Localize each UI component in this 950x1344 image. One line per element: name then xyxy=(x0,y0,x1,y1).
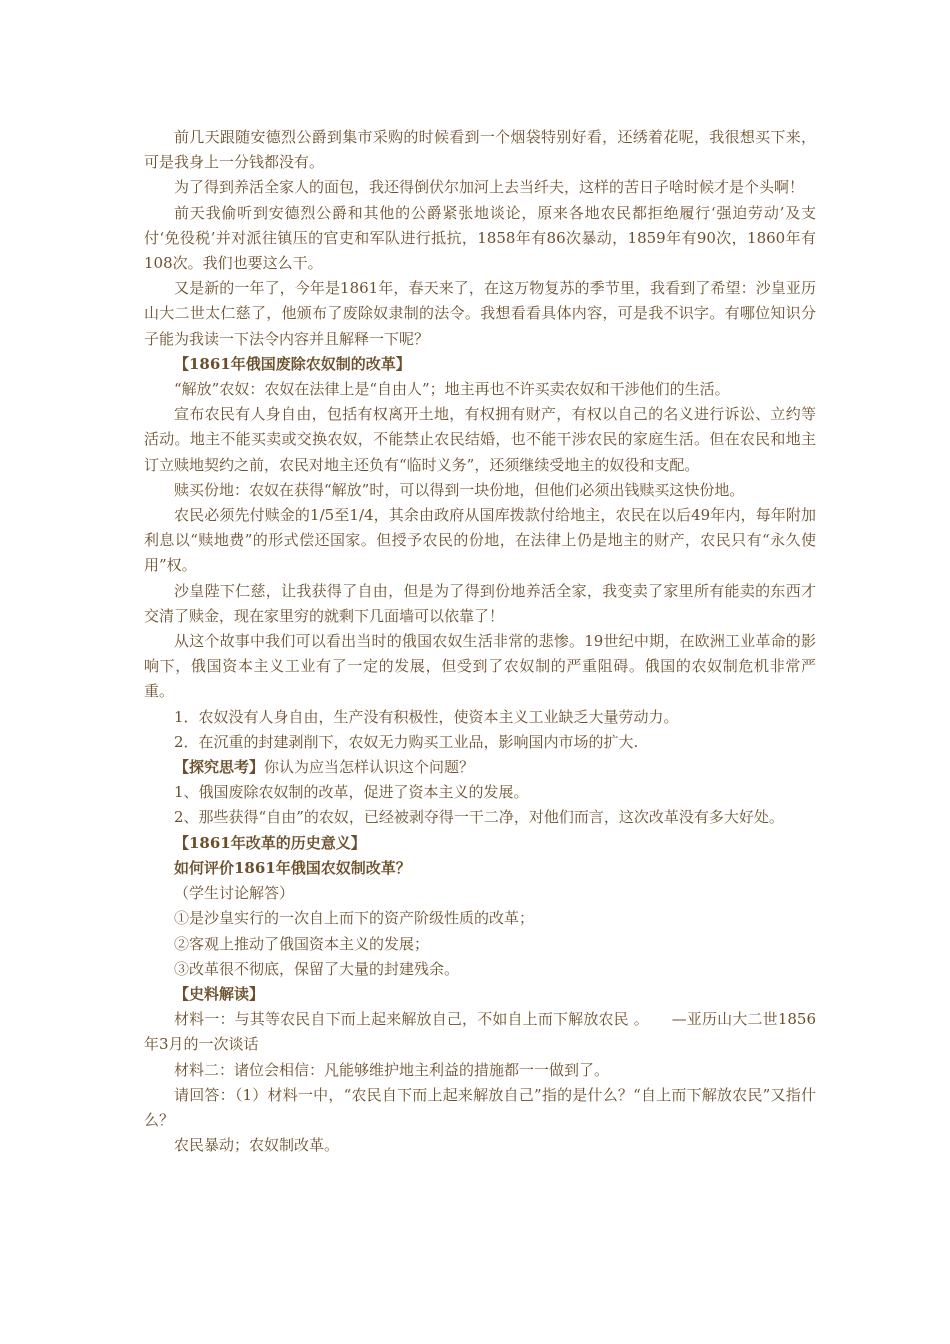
inquiry-label: 【探究思考】 xyxy=(174,758,265,777)
paragraph-redemption-payment: 农民必须先付赎金的1/5至1/4，其余由政府从国库拨款付给地主，农民在以后49年内，每年附加利息以“赎地费”的形式偿还国家。但授予农民的份地，在法律上仍是地主的财产，农民只有“永久使用”权。 xyxy=(144,506,816,575)
paragraph-personal-freedom: 宣布农民有人身自由，包括有权离开土地，有权拥有财产，有权以自己的名义进行诉讼、立约等活动。地主不能买卖或交换农奴，不能禁止农民结婚，也不能干涉农民的家庭生活。但在农民和地主订立赎地契约之前，农民对地主还负有“临时义务”，还须继续受地主的奴役和支配。 xyxy=(144,405,816,474)
heading-historical-significance: 【1861年改革的历史意义】 xyxy=(174,833,366,852)
list-item-view-2: 2、那些获得“自由”的农奴，已经被剥夺得一干二净，对他们而言，这次改革没有多大好处。 xyxy=(174,808,784,827)
list-item-crisis-2: 2．在沉重的封建剥削下，农奴无力购买工业品，影响国内市场的扩大. xyxy=(174,732,639,751)
list-item-significance-1: ①是沙皇实行的一次自上而下的资产阶级性质的改革； xyxy=(174,909,535,928)
paragraph-answer: 农民暴动；农奴制改革。 xyxy=(174,1136,340,1155)
heading-source-reading: 【史料解读】 xyxy=(174,984,265,1003)
heading-1861-reform: 【1861年俄国废除农奴制的改革】 xyxy=(174,354,411,373)
paragraph-material-one: 材料一：与其等农民自下而上起来解放自己，不如自上而下解放农民 。 —亚历山大二世1856年3月的一次谈话 xyxy=(144,1010,816,1054)
paragraph-question: 请回答：（1）材料一中，“农民自下而上起来解放自己”指的是什么？“自上而下解放农民”又指什么？ xyxy=(144,1085,816,1129)
paragraph-serfdom-crisis: 从这个故事中我们可以看出当时的俄国农奴生活非常的悲惨。19世纪中期，在欧洲工业革命的影响下，俄国资本主义工业有了一定的发展，但受到了农奴制的严重阻碍。俄国的农奴制危机非常严重。 xyxy=(144,632,816,701)
heading-evaluation-question: 如何评价1861年俄国农奴制改革？ xyxy=(174,858,411,877)
paragraph-student-discussion: （学生讨论解答） xyxy=(174,884,295,903)
paragraph-peasant-revolts: 前天我偷听到安德烈公爵和其他的公爵紧张地谈论，原来各地农民都拒绝履行‘强迫劳动’及支付‘免役税’并对派往镇压的官吏和军队进行抵抗，1858年有86次暴动，1859年有90次，1860年有108次。我们也要这么干。 xyxy=(144,203,816,273)
paragraph-pipe-story: 前几天跟随安德烈公爵到集市采购的时候看到一个烟袋特别好看，还绣着花呢，我很想买下来，可是我身上一分钱都没有。 xyxy=(144,128,816,172)
paragraph-1861-hope: 又是新的一年了，今年是1861年，春天来了，在这万物复苏的季节里，我看到了希望：沙皇亚历山大二世太仁慈了，他颁布了废除奴隶制的法令。我想看看具体内容，可是我不识字。有哪位知识分子能为我读一下法令内容并且解释一下呢？ xyxy=(144,279,816,348)
list-item-crisis-1: 1．农奴没有人身自由，生产没有积极性，使资本主义工业缺乏大量劳动力。 xyxy=(174,707,679,726)
paragraph-boat-hauler: 为了得到养活全家人的面包，我还得倒伏尔加河上去当纤夫，这样的苦日子啥时候才是个头啊！ xyxy=(174,178,805,197)
list-item-significance-3: ③改革很不彻底，保留了大量的封建残余。 xyxy=(174,959,460,978)
paragraph-inquiry xyxy=(144,755,816,780)
list-item-significance-2: ②客观上推动了俄国资本主义的发展； xyxy=(174,934,430,953)
document-page xyxy=(144,125,816,1158)
paragraph-land-redemption: 赎买份地：农奴在获得“解放”时，可以得到一块份地，但他们必须出钱赎买这快份地。 xyxy=(174,480,745,499)
paragraph-liberation: “解放”农奴：农奴在法律上是“自由人”；地主再也不许买卖农奴和干涉他们的生活。 xyxy=(174,380,730,399)
list-item-view-1: 1、俄国废除农奴制的改革，促进了资本主义的发展。 xyxy=(174,783,529,802)
paragraph-tsar-mercy: 沙皇陛下仁慈，让我获得了自由，但是为了得到份地养活全家，我变卖了家里所有能卖的东西才交清了赎金，现在家里穷的就剩下几面墙可以依靠了！ xyxy=(144,581,816,625)
inquiry-text: 你认为应当怎样认识这个问题？ xyxy=(264,758,475,777)
paragraph-material-two: 材料二：诸位会相信：凡能够维护地主利益的措施都一一做到了。 xyxy=(174,1060,610,1079)
